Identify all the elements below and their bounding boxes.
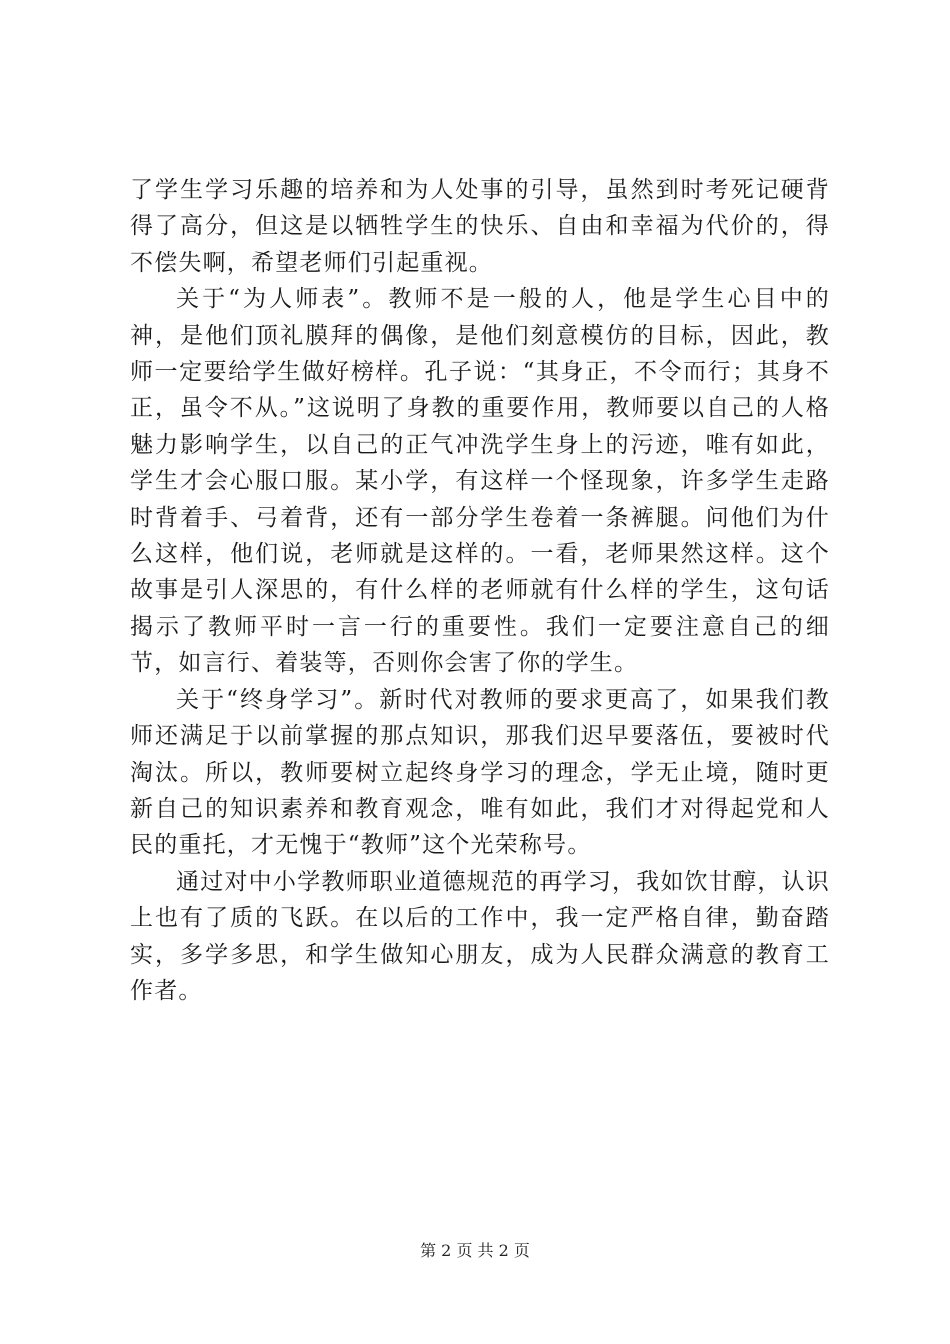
paragraph-3: 关于“终身学习”。新时代对教师的要求更高了，如果我们教师还满足于以前掌握的那点知识，那我们迟早要落伍，要被时代淘汰。所以，教师要树立起终身学习的理念，学无止境，随时更新自己的知识素养和教育观念，唯有如此，我们才对得起党和人民的重托，才无愧于“教师”这个光荣称号。 <box>130 686 830 859</box>
paragraph-4: 通过对中小学教师职业道德规范的再学习，我如饮甘醇，认识上也有了质的飞跃。在以后的工作中，我一定严格自律，勤奋踏实，多学多思，和学生做知心朋友，成为人民群众满意的教育工作者。 <box>130 868 830 1004</box>
page-number-footer: 第 2 页 共 2 页 <box>420 1241 530 1260</box>
paragraph-1: 了学生学习乐趣的培养和为人处事的引导，虽然到时考死记硬背得了高分，但这是以牺牲学生的快乐、自由和幸福为代价的，得不偿失啊，希望老师们引起重视。 <box>130 177 830 276</box>
paragraph-2: 关于“为人师表”。教师不是一般的人，他是学生心目中的神，是他们顶礼膜拜的偶像，是他们刻意模仿的目标，因此，教师一定要给学生做好榜样。孔子说：“其身正，不令而行；其身不正，虽令不从。”这说明了身教的重要作用，教师要以自己的人格魅力影响学生，以自己的正气冲洗学生身上的污迹，唯有如此，学生才会心服口服。某小学，有这样一个怪现象，许多学生走路时背着手、弓着背，还有一部分学生卷着一条裤腿。问他们为什么这样，他们说，老师就是这样的。一看，老师果然这样。这个故事是引人深思的，有什么样的老师就有什么样的学生，这句话揭示了教师平时一言一行的重要性。我们一定要注意自己的细节，如言行、着装等，否则你会害了你的学生。 <box>130 286 830 677</box>
document-body <box>130 172 830 1009</box>
